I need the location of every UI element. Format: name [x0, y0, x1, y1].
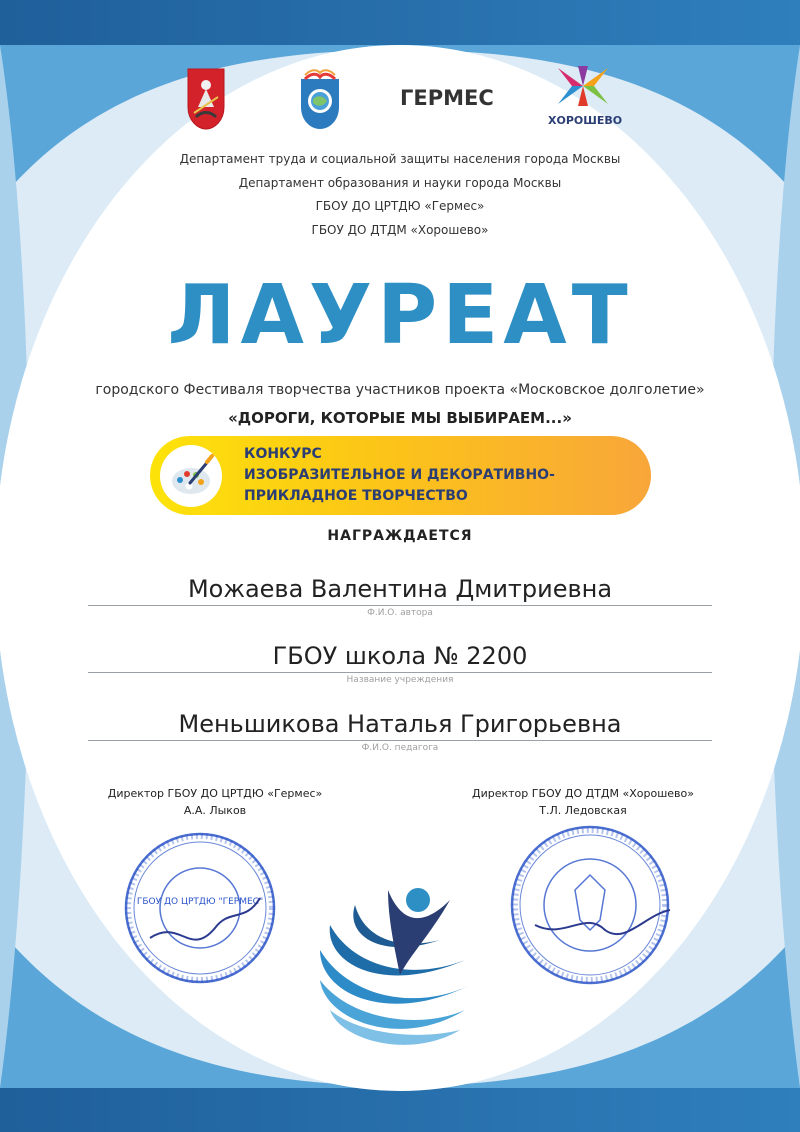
diploma-title: ЛАУРЕАТ [167, 268, 633, 363]
moscow-coat-of-arms-icon [186, 64, 226, 134]
khoroshevo-star-icon [548, 64, 618, 108]
festival-theme: «ДОРОГИ, КОТОРЫЕ МЫ ВЫБИРАЕМ...» [228, 409, 572, 427]
contest-banner [150, 436, 651, 515]
contest-category-line1: ИЗОБРАЗИТЕЛЬНОЕ И ДЕКОРАТИВНО- [244, 467, 555, 483]
eagle-emblem-icon [575, 875, 605, 930]
organizer-line: Департамент образования и науки города Москвы [238, 175, 562, 190]
logo-row [0, 64, 800, 134]
organizers-list [0, 148, 800, 242]
teacher-underline [88, 740, 712, 741]
festival-name: городского Фестиваля творчества участников проекта «Московское долголетие» [95, 382, 705, 398]
signature-left-role: Директор ГБОУ ДО ЦРТДЮ «Гермес» [107, 787, 323, 800]
palette-brush-icon [160, 445, 222, 507]
institution-underline [88, 672, 712, 673]
signature-right [428, 785, 738, 819]
awarded-label: НАГРАЖДАЕТСЯ [327, 528, 473, 544]
signature-right-role: Директор ГБОУ ДО ДТДМ «Хорошево» [472, 787, 694, 800]
germes-logo [400, 86, 500, 116]
department-education-emblem-icon [297, 64, 343, 134]
contest-text [244, 444, 644, 507]
germes-logo-text: ГЕРМЕС [400, 86, 494, 110]
teacher-caption: Ф.И.О. педагога [361, 743, 439, 753]
longevity-figure-emblem-icon [300, 860, 500, 1060]
teacher-name: Меньшикова Наталья Григорьевна [178, 710, 622, 738]
left-stamp-icon [120, 828, 280, 988]
author-caption: Ф.И.О. автора [367, 608, 433, 618]
contest-label: КОНКУРС [244, 446, 322, 462]
right-stamp-icon [505, 820, 675, 990]
author-underline [88, 605, 712, 606]
organizer-line: Департамент труда и социальной защиты населения города Москвы [179, 152, 621, 166]
khoroshevo-logo [548, 64, 623, 134]
institution-caption: Название учреждения [346, 675, 454, 685]
signature-left [60, 785, 370, 819]
contest-category-line2: ПРИКЛАДНОЕ ТВОРЧЕСТВО [244, 488, 468, 504]
signature-left-name: А.А. Лыков [183, 804, 247, 817]
contest-icon-badge [160, 445, 222, 507]
organizer-line: ГБОУ ДО ДТДМ «Хорошево» [311, 222, 489, 237]
left-stamp-text: ГБОУ ДО ЦРТДЮ "ГЕРМЕС" [136, 897, 264, 907]
author-name: Можаева Валентина Дмитриевна [187, 575, 613, 603]
signature-right-name: Т.Л. Ледовская [539, 804, 627, 817]
khoroshevo-logo-text: ХОРОШЕВО [548, 114, 623, 127]
institution-name: ГБОУ школа № 2200 [272, 642, 528, 670]
organizer-line: ГБОУ ДО ЦРТДЮ «Гермес» [315, 199, 485, 213]
